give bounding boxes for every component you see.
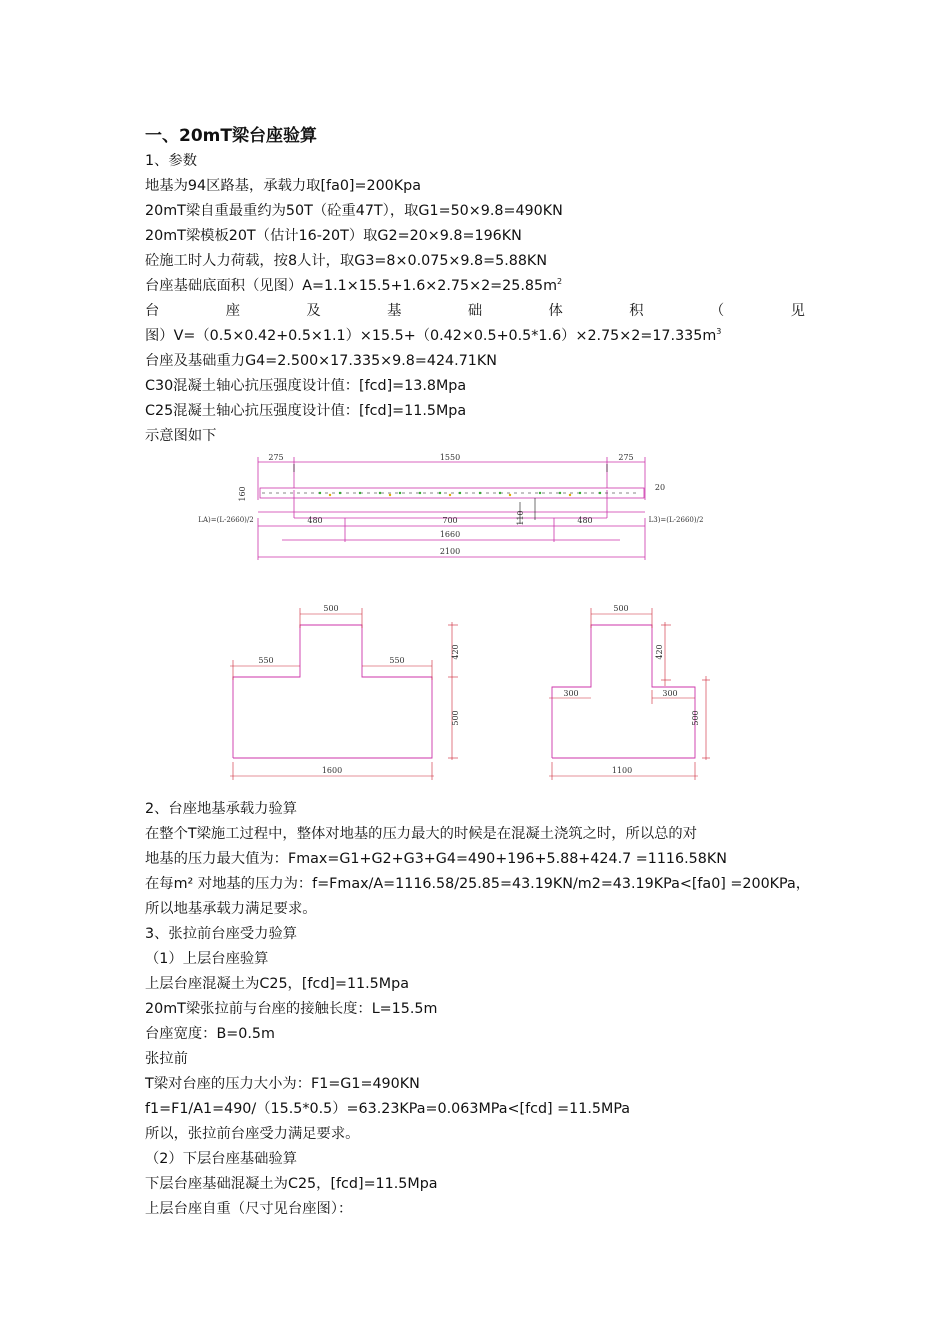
page-title: 一、20mT梁台座验算 — [145, 126, 317, 146]
dim-label: 550 — [258, 656, 274, 665]
dim-label: 480 — [577, 516, 593, 525]
text-span: 台座基础底面积（见图）A=1.1×15.5+1.6×2.75×2=25.85m — [145, 278, 558, 294]
text-span: 图）V=（0.5×0.42+0.5×1.1）×15.5+（0.42×0.5+0.5*1.6）×2.75×2=17.335m — [145, 328, 717, 344]
text-line: T梁对台座的压力大小为：F1=G1=490KN — [145, 1076, 420, 1092]
text-line: 下层台座基础混凝土为C25，[fcd]=11.5Mpa — [145, 1176, 438, 1192]
superscript: 3 — [716, 327, 722, 336]
text-line — [145, 276, 562, 296]
text-line: 台座及基础重力G4=2.500×17.335×9.8=424.71KN — [145, 353, 497, 369]
dim-label: 500 — [323, 604, 339, 613]
char: 基 — [387, 303, 402, 319]
pedestal-elevation-drawing — [190, 452, 720, 582]
dim-label: 550 — [389, 656, 405, 665]
char: 台 — [145, 303, 160, 319]
subsection-heading: （1）上层台座验算 — [145, 951, 269, 967]
dim-label: 300 — [662, 689, 678, 698]
char: 座 — [225, 303, 240, 319]
dim-label: 2100 — [439, 547, 461, 556]
dim-label: 20 — [654, 483, 666, 492]
text-line: 所以地基承载力满足要求。 — [145, 901, 317, 917]
dim-label: 500 — [451, 710, 460, 726]
dim-label: 420 — [655, 644, 664, 660]
text-line: 台座宽度：B=0.5m — [145, 1026, 275, 1042]
dim-label: 275 — [268, 453, 284, 462]
dim-label: 700 — [442, 516, 458, 525]
dim-note: LA)=(L-2660)/2 — [198, 516, 254, 524]
char: （ — [709, 303, 725, 319]
char: 积 — [629, 303, 644, 319]
text-line: 20mT梁模板20T（估计16-20T）取G2=20×9.8=196KN — [145, 228, 522, 244]
subsection-heading: （2）下层台座基础验算 — [145, 1151, 298, 1167]
char: 见 — [790, 303, 805, 319]
text-line: 砼施工时人力荷载，按8人计，取G3=8×0.075×9.8=5.88KN — [145, 253, 548, 269]
mid-section-drawing — [540, 600, 720, 785]
text-line: 所以，张拉前台座受力满足要求。 — [145, 1126, 360, 1142]
text-line: 在整个T梁施工过程中，整体对地基的压力最大的时候是在混凝土浇筑之时，所以总的对 — [145, 826, 698, 842]
text-line: 在每m² 对地基的压力为：f=Fmax/A=1116.58/25.85=43.19KN/m2=43.19KPa<[fa0] =200KPa， — [145, 876, 811, 892]
section-heading-params: 1、参数 — [145, 153, 197, 169]
end-section-drawing — [220, 600, 470, 785]
dim-label: 300 — [563, 689, 579, 698]
char: 体 — [548, 303, 563, 319]
text-line: 20mT梁自重最重约为50T（砼重47T），取G1=50×9.8=490KN — [145, 203, 563, 219]
text-line: f1=F1/A1=490/（15.5*0.5）=63.23KPa=0.063MPa<[fcd] =11.5MPa — [145, 1101, 631, 1117]
justified-line — [145, 301, 805, 321]
text-line: 上层台座混凝土为C25，[fcd]=11.5Mpa — [145, 976, 409, 992]
text-line: 张拉前 — [145, 1051, 188, 1067]
text-line: 示意图如下 — [145, 428, 217, 444]
section-heading-tension: 3、张拉前台座受力验算 — [145, 926, 298, 942]
char: 础 — [467, 303, 483, 319]
dim-label: 1550 — [439, 453, 461, 462]
text-line: C30混凝土轴心抗压强度设计值：[fcd]=13.8Mpa — [145, 378, 467, 394]
dim-label: 480 — [307, 516, 323, 525]
text-line: 地基的压力最大值为：Fmax=G1+G2+G3+G4=490+196+5.88+424.7 =1116.58KN — [145, 851, 727, 867]
superscript: 2 — [557, 277, 563, 286]
text-line — [145, 326, 721, 346]
char: 及 — [306, 303, 321, 319]
text-line: C25混凝土轴心抗压强度设计值：[fcd]=11.5Mpa — [145, 403, 467, 419]
dim-label: 1660 — [439, 530, 461, 539]
dim-label: 275 — [618, 453, 634, 462]
section-heading-bearing: 2、台座地基承载力验算 — [145, 801, 298, 817]
dim-label: 500 — [691, 710, 700, 726]
dim-label: 1600 — [321, 766, 343, 775]
text-line: 20mT梁张拉前与台座的接触长度：L=15.5m — [145, 1001, 438, 1017]
dim-label: 1100 — [611, 766, 633, 775]
dim-label: 500 — [613, 604, 629, 613]
text-line: 上层台座自重（尺寸见台座图）： — [145, 1201, 353, 1217]
dim-note: L3)=(L-2660)/2 — [648, 516, 704, 524]
dim-label: 110 — [516, 510, 525, 526]
dim-label: 160 — [238, 486, 247, 502]
dim-label: 420 — [451, 644, 460, 660]
text-line: 地基为94区路基，承载力取[fa0]=200Kpa — [145, 178, 421, 194]
